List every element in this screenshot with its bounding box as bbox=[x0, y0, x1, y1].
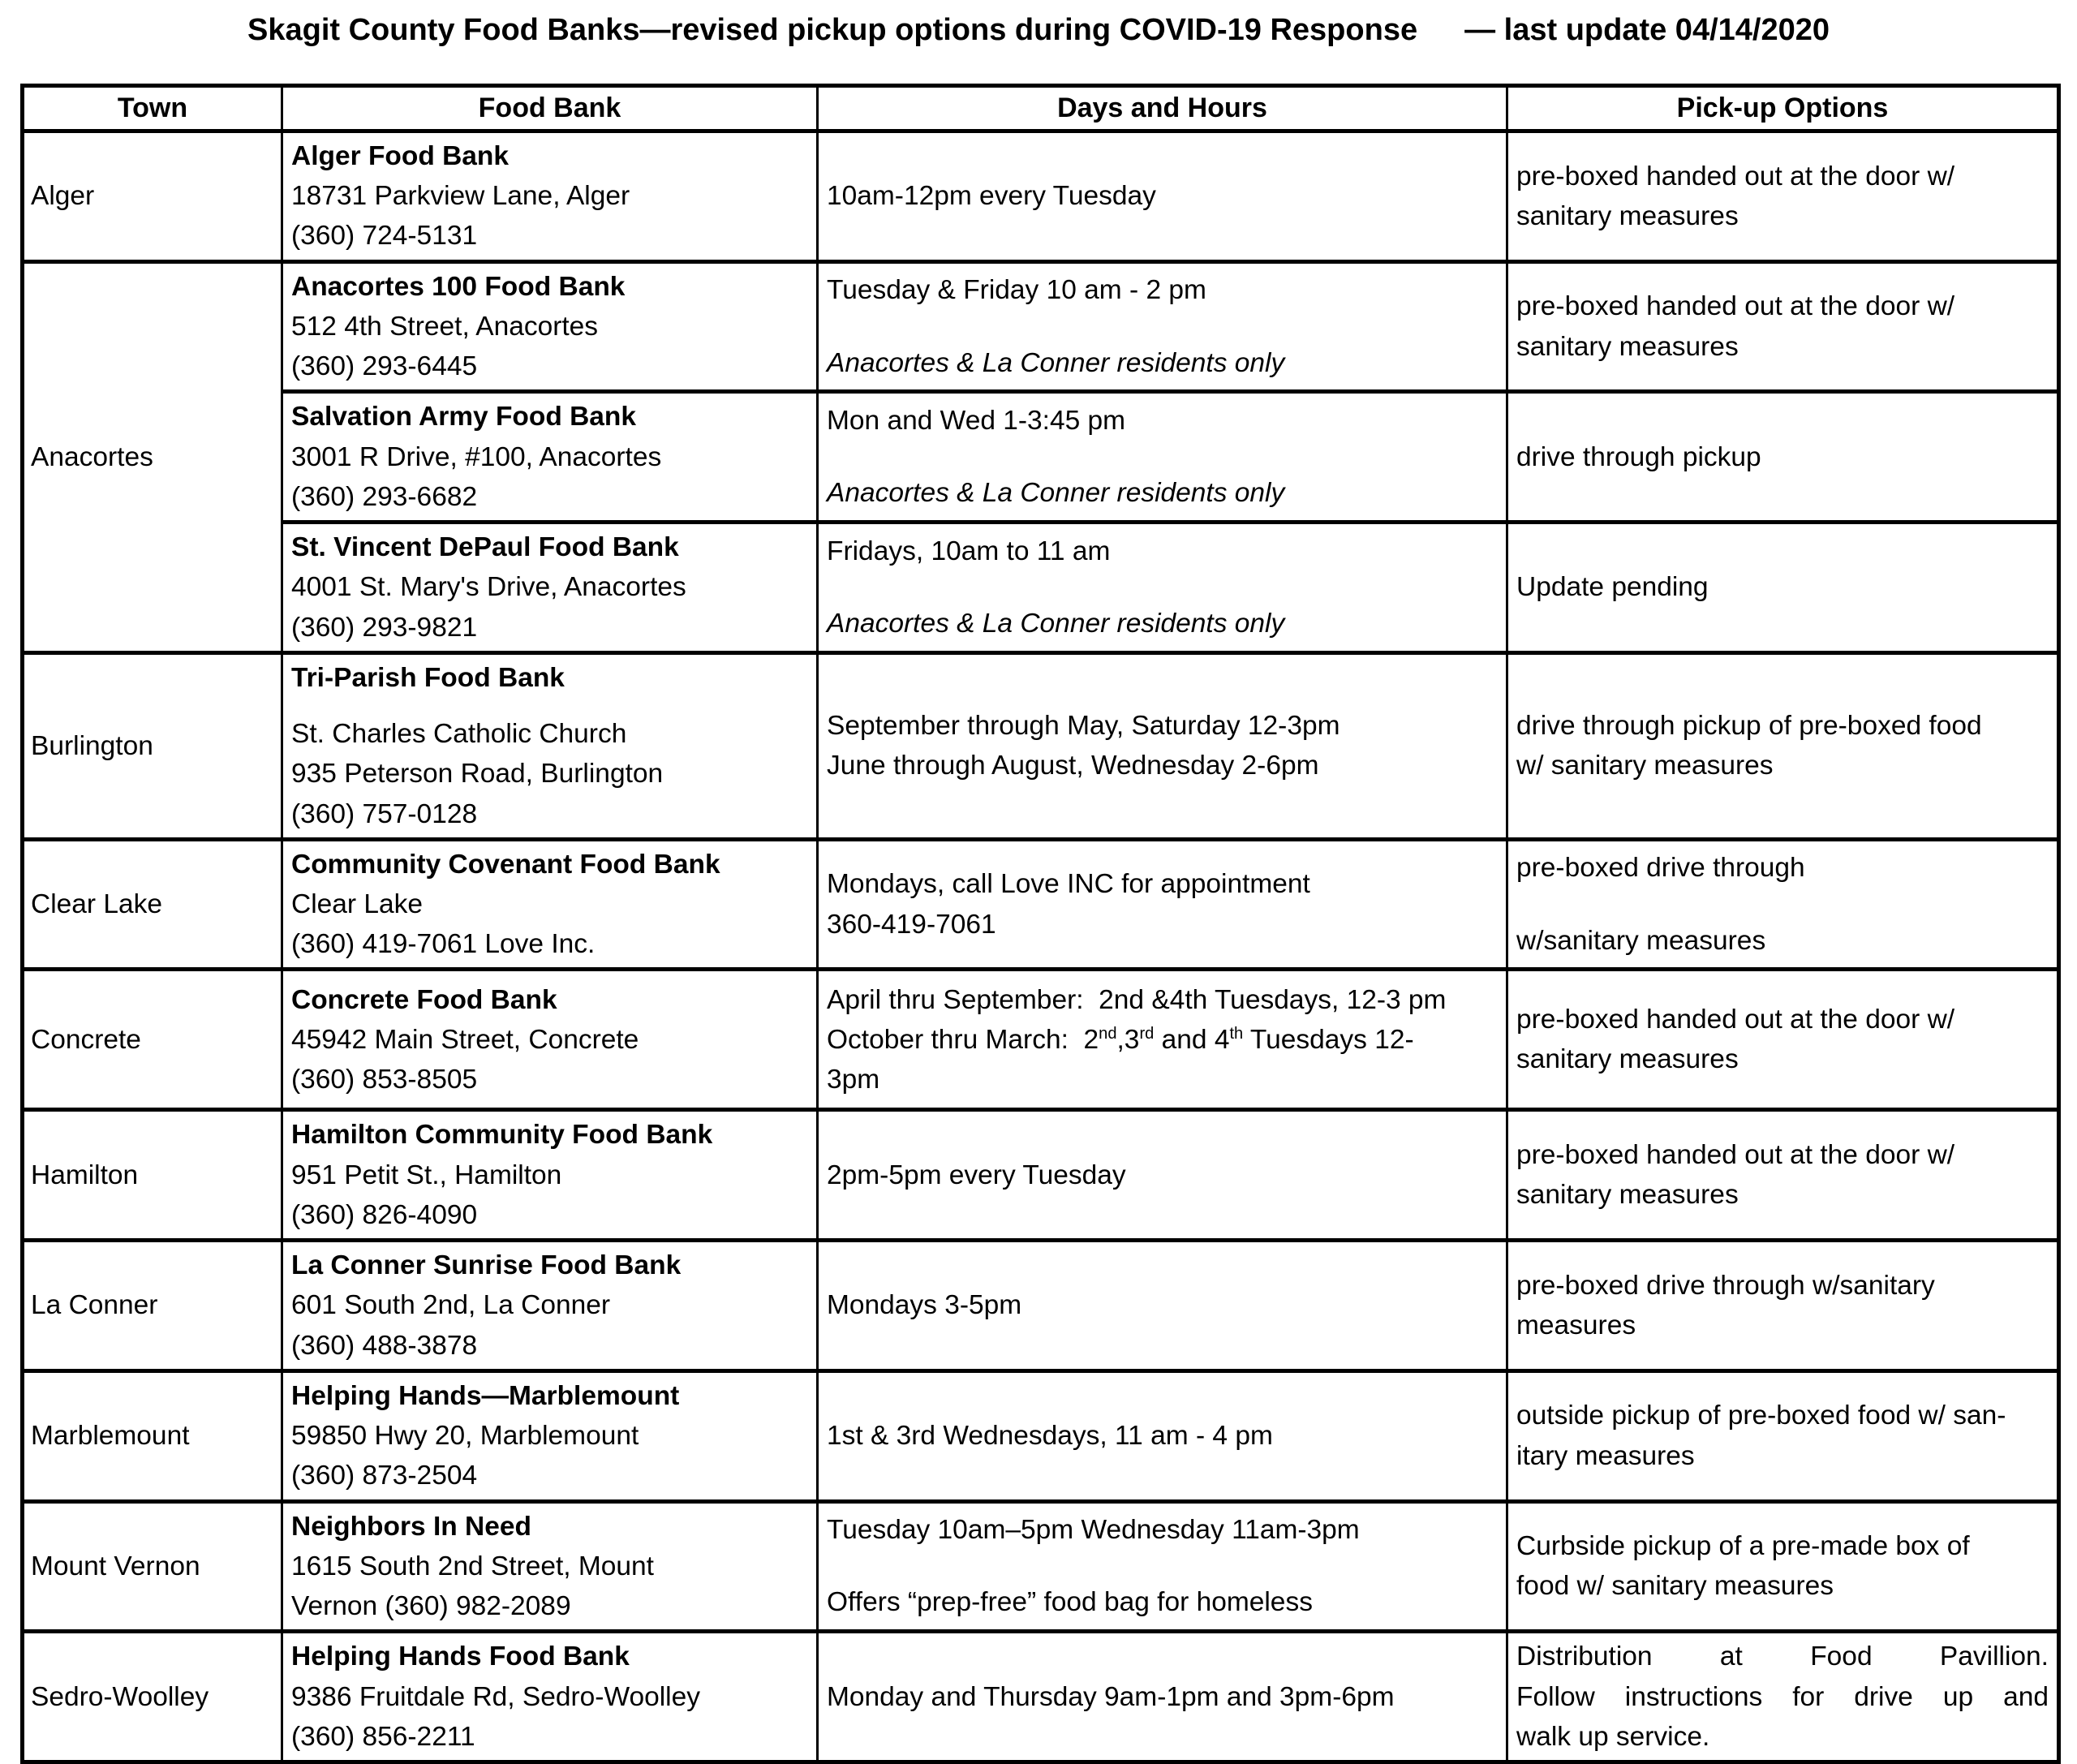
town-cell: Mount Vernon bbox=[23, 1501, 282, 1632]
food-bank-phone: Vernon (360) 982-2089 bbox=[291, 1591, 571, 1622]
days-hours-line: Tuesday & Friday 10 am - 2 pm bbox=[827, 275, 1206, 306]
pickup-line: pre-boxed handed out at the door w/ bbox=[1516, 1140, 1955, 1171]
days-hours-note: Offers “prep-free” food bag for homeless bbox=[827, 1587, 1313, 1618]
food-bank-cell bbox=[282, 1241, 818, 1371]
town-cell: Concrete bbox=[23, 970, 282, 1110]
food-bank-phone: (360) 293-9821 bbox=[291, 612, 478, 643]
food-bank-name: La Conner Sunrise Food Bank bbox=[291, 1250, 682, 1281]
food-bank-cell bbox=[282, 261, 818, 392]
table-row bbox=[23, 1110, 2059, 1241]
page-title-update-date: — last update 04/14/2020 bbox=[1464, 13, 1830, 47]
column-header-food-bank: Food Bank bbox=[282, 86, 818, 131]
food-bank-phone: (360) 873-2504 bbox=[291, 1461, 478, 1491]
residents-only-note: Anacortes & La Conner residents only bbox=[827, 347, 1285, 378]
days-hours-line: Mondays, call Love INC for appointment bbox=[827, 869, 1310, 900]
days-hours-line: 2pm-5pm every Tuesday bbox=[827, 1160, 1126, 1190]
days-hours-line: April thru September: 2nd &4th Tuesdays, 12-3 pm bbox=[827, 984, 1447, 1015]
pickup-line: Update pending bbox=[1516, 572, 1709, 603]
food-bank-address: 9386 Fruitdale Rd, Sedro-Woolley bbox=[291, 1681, 701, 1712]
pickup-options-cell bbox=[1507, 1241, 2059, 1371]
food-bank-cell bbox=[282, 1501, 818, 1632]
food-bank-name: Alger Food Bank bbox=[291, 141, 510, 171]
food-bank-cell bbox=[282, 970, 818, 1110]
days-hours-line: Fridays, 10am to 11 am bbox=[827, 536, 1111, 566]
pickup-line: pre-boxed handed out at the door w/ bbox=[1516, 161, 1955, 191]
food-bank-address: 3001 R Drive, #100, Anacortes bbox=[291, 441, 662, 472]
food-bank-cell bbox=[282, 1370, 818, 1501]
days-hours-line: Mondays 3-5pm bbox=[827, 1290, 1022, 1321]
food-bank-phone: (360) 724-5131 bbox=[291, 221, 478, 252]
food-bank-phone: (360) 419-7061 Love Inc. bbox=[291, 929, 596, 960]
table-row bbox=[23, 1501, 2059, 1632]
pickup-line: pre-boxed drive through bbox=[1516, 853, 1805, 884]
food-bank-name: Concrete Food Bank bbox=[291, 984, 557, 1015]
town-cell: Sedro-Woolley bbox=[23, 1632, 282, 1762]
food-bank-address: 45942 Main Street, Concrete bbox=[291, 1024, 639, 1055]
food-bank-cell bbox=[282, 392, 818, 523]
table-row bbox=[23, 652, 2059, 839]
town-cell: Hamilton bbox=[23, 1110, 282, 1241]
pickup-options-cell bbox=[1507, 261, 2059, 392]
table-row bbox=[23, 1370, 2059, 1501]
header-row bbox=[23, 86, 2059, 131]
food-bank-cell bbox=[282, 131, 818, 262]
town-cell: Anacortes bbox=[23, 261, 282, 652]
food-bank-address: 59850 Hwy 20, Marblemount bbox=[291, 1421, 639, 1452]
table-row bbox=[23, 131, 2059, 262]
food-bank-phone: (360) 488-3878 bbox=[291, 1330, 478, 1361]
food-bank-name: Helping Hands—Marblemount bbox=[291, 1380, 680, 1411]
pickup-line: pre-boxed drive through w/sanitary bbox=[1516, 1270, 1935, 1301]
table-row bbox=[23, 1632, 2059, 1762]
food-banks-table bbox=[20, 84, 2061, 1764]
food-bank-address: 4001 St. Mary's Drive, Anacortes bbox=[291, 572, 686, 603]
pickup-line: sanitary measures bbox=[1516, 1180, 1739, 1211]
days-hours-cell bbox=[818, 1241, 1507, 1371]
food-bank-cell bbox=[282, 1632, 818, 1762]
residents-only-note: Anacortes & La Conner residents only bbox=[827, 608, 1285, 639]
food-bank-name: St. Vincent DePaul Food Bank bbox=[291, 532, 679, 563]
table-row bbox=[23, 839, 2059, 970]
food-bank-address: 951 Petit St., Hamilton bbox=[291, 1160, 562, 1190]
food-bank-cell bbox=[282, 839, 818, 970]
days-hours-cell bbox=[818, 261, 1507, 392]
days-hours-cell bbox=[818, 392, 1507, 523]
days-hours-cell bbox=[818, 970, 1507, 1110]
days-hours-cell bbox=[818, 1110, 1507, 1241]
days-hours-cell bbox=[818, 523, 1507, 653]
column-header-town: Town bbox=[23, 86, 282, 131]
days-hours-line: October thru March: 2nd,3rd and 4th Tuesdays 12- bbox=[827, 1024, 1414, 1055]
food-bank-name: Community Covenant Food Bank bbox=[291, 849, 720, 880]
food-bank-location: Clear Lake bbox=[291, 888, 424, 919]
food-bank-address: 935 Peterson Road, Burlington bbox=[291, 759, 664, 789]
food-bank-name: Anacortes 100 Food Bank bbox=[291, 271, 626, 302]
residents-only-note: Anacortes & La Conner residents only bbox=[827, 478, 1285, 509]
pickup-line: outside pickup of pre-boxed food w/ san- bbox=[1516, 1400, 2006, 1431]
page-title-main: Skagit County Food Banks—revised pickup options during COVID-19 Response bbox=[247, 13, 1418, 47]
food-bank-cell bbox=[282, 523, 818, 653]
pickup-line: w/ sanitary measures bbox=[1516, 751, 1774, 781]
food-bank-name: Tri-Parish Food Bank bbox=[291, 662, 565, 693]
food-bank-phone: (360) 856-2211 bbox=[291, 1721, 475, 1752]
pickup-line: drive through pickup bbox=[1516, 441, 1761, 472]
days-hours-cell bbox=[818, 131, 1507, 262]
days-hours-cell bbox=[818, 839, 1507, 970]
days-hours-line: 3pm bbox=[827, 1065, 880, 1095]
days-hours-phone: 360-419-7061 bbox=[827, 909, 996, 940]
table-row bbox=[23, 970, 2059, 1110]
pickup-options-cell bbox=[1507, 392, 2059, 523]
days-hours-line: 1st & 3rd Wednesdays, 11 am - 4 pm bbox=[827, 1421, 1273, 1452]
pickup-options-cell bbox=[1507, 1370, 2059, 1501]
town-cell: Marblemount bbox=[23, 1370, 282, 1501]
pickup-options-cell bbox=[1507, 131, 2059, 262]
pickup-line: Curbside pickup of a pre-made box of bbox=[1516, 1531, 1970, 1562]
food-bank-location: St. Charles Catholic Church bbox=[291, 719, 627, 750]
food-bank-phone: (360) 826-4090 bbox=[291, 1199, 478, 1230]
days-hours-line: 10am-12pm every Tuesday bbox=[827, 181, 1156, 212]
pickup-line: Follow instructions for drive up and bbox=[1516, 1681, 2049, 1712]
food-bank-name: Salvation Army Food Bank bbox=[291, 402, 637, 432]
pickup-line: pre-boxed handed out at the door w/ bbox=[1516, 1005, 1955, 1035]
days-hours-cell bbox=[818, 1632, 1507, 1762]
days-hours-line: Monday and Thursday 9am-1pm and 3pm-6pm bbox=[827, 1681, 1395, 1712]
pickup-options-cell bbox=[1507, 1501, 2059, 1632]
table-row bbox=[23, 1241, 2059, 1371]
pickup-line: sanitary measures bbox=[1516, 331, 1739, 362]
pickup-line: pre-boxed handed out at the door w/ bbox=[1516, 291, 1955, 322]
food-bank-phone: (360) 293-6445 bbox=[291, 351, 478, 382]
food-bank-cell bbox=[282, 652, 818, 839]
pickup-options-cell bbox=[1507, 652, 2059, 839]
days-hours-cell bbox=[818, 652, 1507, 839]
days-hours-line: June through August, Wednesday 2-6pm bbox=[827, 751, 1319, 781]
food-bank-address: 18731 Parkview Lane, Alger bbox=[291, 181, 630, 212]
pickup-line: walk up service. bbox=[1516, 1721, 1710, 1752]
food-bank-name: Helping Hands Food Bank bbox=[291, 1641, 630, 1672]
pickup-options-cell bbox=[1507, 1110, 2059, 1241]
food-bank-address: 1615 South 2nd Street, Mount bbox=[291, 1551, 654, 1581]
food-bank-phone: (360) 293-6682 bbox=[291, 481, 478, 512]
pickup-line: w/sanitary measures bbox=[1516, 925, 1766, 956]
column-header-days-hours: Days and Hours bbox=[818, 86, 1507, 131]
food-bank-address: 601 South 2nd, La Conner bbox=[291, 1290, 611, 1321]
town-cell: Alger bbox=[23, 131, 282, 262]
town-cell: La Conner bbox=[23, 1241, 282, 1371]
food-bank-address: 512 4th Street, Anacortes bbox=[291, 311, 599, 342]
food-bank-name: Neighbors In Need bbox=[291, 1511, 531, 1542]
food-bank-phone: (360) 853-8505 bbox=[291, 1065, 478, 1095]
pickup-options-cell bbox=[1507, 839, 2059, 970]
column-header-pickup-options: Pick-up Options bbox=[1507, 86, 2059, 131]
pickup-line: sanitary measures bbox=[1516, 1044, 1739, 1075]
food-bank-phone: (360) 757-0128 bbox=[291, 798, 478, 829]
days-hours-cell bbox=[818, 1501, 1507, 1632]
table-row bbox=[23, 261, 2059, 392]
pickup-line: measures bbox=[1516, 1310, 1636, 1340]
town-cell: Burlington bbox=[23, 652, 282, 839]
table-row bbox=[23, 392, 2059, 523]
days-hours-line: September through May, Saturday 12-3pm bbox=[827, 711, 1340, 742]
pickup-line: Distribution at Food Pavillion. bbox=[1516, 1641, 2049, 1672]
table-row bbox=[23, 523, 2059, 653]
days-hours-line: Tuesday 10am–5pm Wednesday 11am-3pm bbox=[827, 1515, 1360, 1546]
pickup-options-cell bbox=[1507, 970, 2059, 1110]
pickup-options-cell bbox=[1507, 523, 2059, 653]
town-cell: Clear Lake bbox=[23, 839, 282, 970]
days-hours-cell bbox=[818, 1370, 1507, 1501]
pickup-line: drive through pickup of pre-boxed food bbox=[1516, 711, 1982, 742]
food-bank-cell bbox=[282, 1110, 818, 1241]
days-hours-line: Mon and Wed 1-3:45 pm bbox=[827, 406, 1126, 437]
food-bank-name: Hamilton Community Food Bank bbox=[291, 1120, 713, 1151]
pickup-line: itary measures bbox=[1516, 1440, 1695, 1471]
pickup-line: sanitary measures bbox=[1516, 200, 1739, 231]
pickup-line: food w/ sanitary measures bbox=[1516, 1571, 1834, 1602]
page-title bbox=[0, 13, 2077, 48]
pickup-options-cell bbox=[1507, 1632, 2059, 1762]
